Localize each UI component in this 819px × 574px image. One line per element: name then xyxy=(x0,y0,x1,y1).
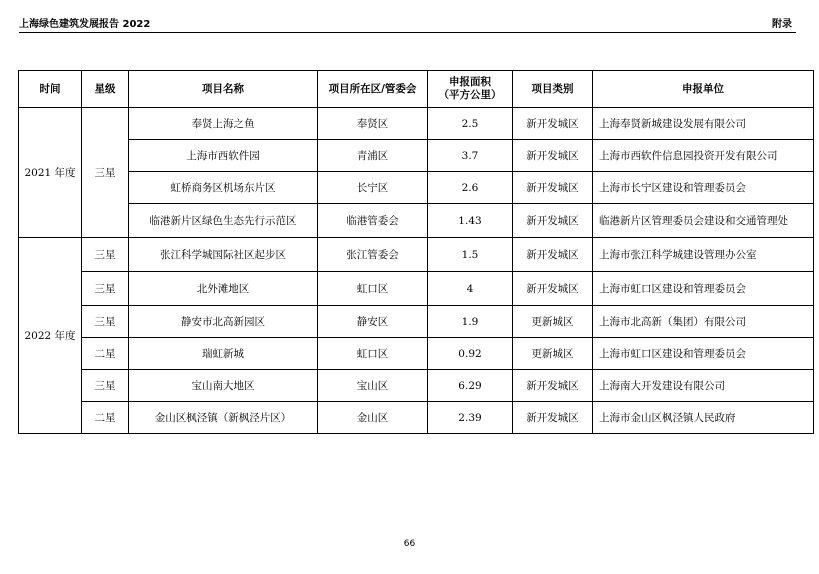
project-name-cell: 奉贤上海之鱼 xyxy=(129,108,318,140)
unit-cell: 上海市北高新（集团）有限公司 xyxy=(593,306,814,338)
column-header-area-line1: 申报面积 xyxy=(449,76,491,88)
category-cell: 新开发城区 xyxy=(513,204,593,238)
rating-cell: 三星 xyxy=(82,370,129,402)
area-cell: 1.9 xyxy=(428,306,513,338)
column-header-area xyxy=(428,71,513,108)
table-header-row xyxy=(19,71,814,108)
district-cell: 宝山区 xyxy=(318,370,428,402)
table-row xyxy=(19,172,814,204)
table-row xyxy=(19,108,814,140)
project-name-cell: 上海市西软件园 xyxy=(129,140,318,172)
column-header-unit: 申报单位 xyxy=(593,71,814,108)
projects-table xyxy=(18,70,814,434)
project-name-cell: 金山区枫泾镇（新枫泾片区） xyxy=(129,402,318,434)
district-cell: 金山区 xyxy=(318,402,428,434)
project-name-cell: 临港新片区绿色生态先行示范区 xyxy=(129,204,318,238)
unit-cell: 上海市虹口区建设和管理委员会 xyxy=(593,338,814,370)
area-cell: 1.5 xyxy=(428,238,513,272)
category-cell: 新开发城区 xyxy=(513,238,593,272)
category-cell: 新开发城区 xyxy=(513,272,593,306)
district-cell: 虹口区 xyxy=(318,338,428,370)
table-row xyxy=(19,272,814,306)
report-title: 上海绿色建筑发展报告 2022 xyxy=(19,19,151,30)
unit-cell: 上海市张江科学城建设管理办公室 xyxy=(593,238,814,272)
column-header-rating: 星级 xyxy=(82,71,129,108)
column-header-time: 时间 xyxy=(19,71,82,108)
area-cell: 6.29 xyxy=(428,370,513,402)
category-cell: 新开发城区 xyxy=(513,370,593,402)
unit-cell: 上海市虹口区建设和管理委员会 xyxy=(593,272,814,306)
category-cell: 新开发城区 xyxy=(513,402,593,434)
area-cell: 2.5 xyxy=(428,108,513,140)
project-name-cell: 宝山南大地区 xyxy=(129,370,318,402)
project-name-cell: 虹桥商务区机场东片区 xyxy=(129,172,318,204)
column-header-name: 项目名称 xyxy=(129,71,318,108)
district-cell: 静安区 xyxy=(318,306,428,338)
district-cell: 奉贤区 xyxy=(318,108,428,140)
rating-cell: 二星 xyxy=(82,338,129,370)
project-name-cell: 静安市北高新园区 xyxy=(129,306,318,338)
area-cell: 4 xyxy=(428,272,513,306)
unit-cell: 上海市西软件信息园投资开发有限公司 xyxy=(593,140,814,172)
district-cell: 虹口区 xyxy=(318,272,428,306)
rating-cell: 三星 xyxy=(82,108,129,238)
table-row xyxy=(19,370,814,402)
district-cell: 张江管委会 xyxy=(318,238,428,272)
area-cell: 1.43 xyxy=(428,204,513,238)
district-cell: 青浦区 xyxy=(318,140,428,172)
category-cell: 更新城区 xyxy=(513,306,593,338)
unit-cell: 上海市金山区枫泾镇人民政府 xyxy=(593,402,814,434)
table-row xyxy=(19,238,814,272)
area-cell: 3.7 xyxy=(428,140,513,172)
page-number: 66 xyxy=(403,539,416,549)
project-name-cell: 瑞虹新城 xyxy=(129,338,318,370)
section-label: 附录 xyxy=(772,19,792,30)
year-cell: 2022 年度 xyxy=(19,238,82,434)
project-name-cell: 张江科学城国际社区起步区 xyxy=(129,238,318,272)
rating-cell: 三星 xyxy=(82,306,129,338)
district-cell: 长宁区 xyxy=(318,172,428,204)
page-header xyxy=(19,12,796,33)
category-cell: 新开发城区 xyxy=(513,140,593,172)
unit-cell: 上海奉贤新城建设发展有限公司 xyxy=(593,108,814,140)
table-row xyxy=(19,306,814,338)
area-cell: 2.39 xyxy=(428,402,513,434)
rating-cell: 三星 xyxy=(82,238,129,272)
column-header-area-line2: （平方公里） xyxy=(438,89,502,101)
unit-cell: 上海市长宁区建设和管理委员会 xyxy=(593,172,814,204)
project-name-cell: 北外滩地区 xyxy=(129,272,318,306)
category-cell: 新开发城区 xyxy=(513,172,593,204)
table-row xyxy=(19,140,814,172)
table-row xyxy=(19,204,814,238)
category-cell: 新开发城区 xyxy=(513,108,593,140)
area-cell: 0.92 xyxy=(428,338,513,370)
table-row xyxy=(19,402,814,434)
rating-cell: 三星 xyxy=(82,272,129,306)
unit-cell: 临港新片区管理委员会建设和交通管理处 xyxy=(593,204,814,238)
year-cell: 2021 年度 xyxy=(19,108,82,238)
category-cell: 更新城区 xyxy=(513,338,593,370)
rating-cell: 二星 xyxy=(82,402,129,434)
column-header-district: 项目所在区/管委会 xyxy=(318,71,428,108)
area-cell: 2.6 xyxy=(428,172,513,204)
column-header-category: 项目类别 xyxy=(513,71,593,108)
table-row xyxy=(19,338,814,370)
unit-cell: 上海南大开发建设有限公司 xyxy=(593,370,814,402)
district-cell: 临港管委会 xyxy=(318,204,428,238)
